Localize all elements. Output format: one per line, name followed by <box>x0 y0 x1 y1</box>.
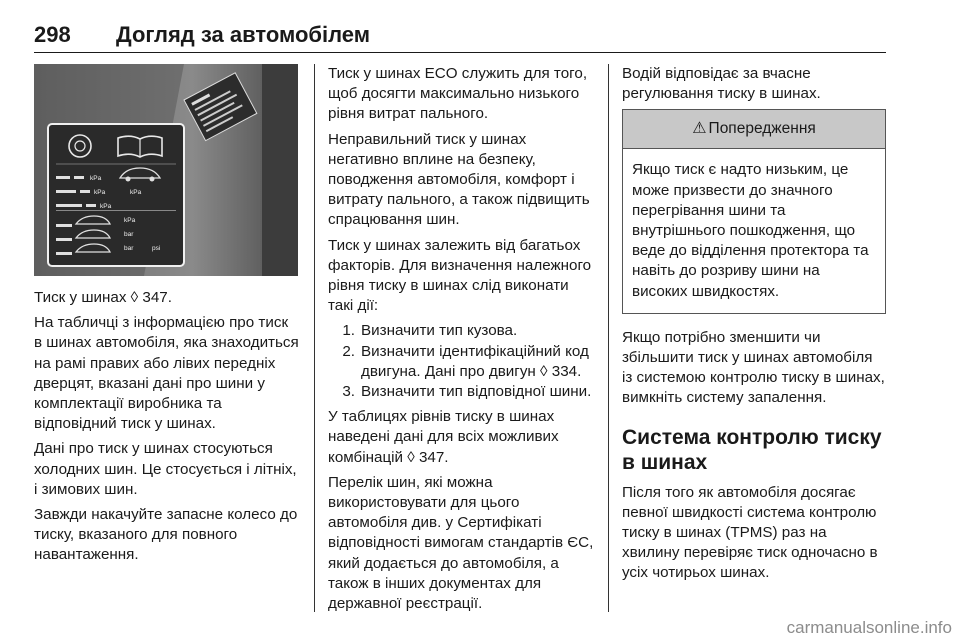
figure-label-text: kPa <box>124 217 136 224</box>
section-heading: Система контролю тиску в шинах <box>622 425 882 474</box>
page-header <box>34 22 888 52</box>
column-3 <box>622 64 886 589</box>
warning-text: Якщо тиск є надто низьким, це може призвести до значного перегрівання шини та внутрішнього пошкодження, що веде до відділення протектора та навіть до розриву шини на високих швидкостях. <box>632 161 869 300</box>
figure-label-text: kPa <box>94 189 106 196</box>
page-number: 298 <box>34 22 71 47</box>
figure-label-text: bar <box>124 245 134 252</box>
tire-pressure-label-photo <box>34 64 298 276</box>
paragraph: Тиск у шинах ◊ 347. <box>34 289 172 306</box>
paragraph: Дані про тиск у шинах стосуються холодних шин. Це стосується і літніх, і зимових шин. <box>34 440 297 498</box>
steps-list <box>328 321 594 402</box>
warning-box <box>622 109 886 313</box>
figure-label-text: kPa <box>100 203 112 210</box>
figure-label-text: psi <box>152 245 161 252</box>
figure-label-text: kPa <box>130 189 142 196</box>
chapter-title: Догляд за автомобілем <box>116 22 371 47</box>
paragraph: Після того як автомобіля досягає певної швидкості система контролю тиску в шинах (TPMS) раз на хвилину перевіряє тиск одночасно в усіх чотирьох шинах. <box>622 483 878 582</box>
paragraph: Водій відповідає за вчасне регулювання тиску в шинах. <box>622 65 821 103</box>
paragraph: У таблицях рівнів тиску в шинах наведені дані для всіх можливих комбінацій ◊ 347. <box>328 408 559 466</box>
paragraph: Якщо потрібно зменшити чи збільшити тиск у шинах автомобіля із системою контролю тиску в шинах, вимкніть систему запалення. <box>622 328 885 407</box>
figure-label-text: kPa <box>90 175 102 182</box>
paragraph: На табличці з інформацією про тиск в шинах автомобіля, яка знаходиться на рамі правих або лівих передніх дверцят, вказані дані про шини у комплектації виробника та відповідний тиск у шинах. <box>34 314 299 433</box>
paragraph: Завжди накачуйте запасне колесо до тиску, вказаного для повного навантаження. <box>34 506 298 564</box>
column-1 <box>34 64 300 571</box>
list-item: 1. Визначити тип кузова. <box>342 322 518 340</box>
header-rule <box>34 52 886 53</box>
warning-triangle-icon: ⚠ <box>692 120 707 138</box>
list-item: 3. Визначити тип відповідної шини. <box>342 383 592 401</box>
warning-title: Попередження <box>708 120 816 138</box>
paragraph: Тиск у шинах залежить від багатьох факторів. Для визначення належного рівня тиску в шинах слід виконати такі дії: <box>328 236 592 315</box>
paragraph: Тиск у шинах ECO служить для того, щоб досягти максимально низького рівня витрат пального. <box>328 65 588 123</box>
paragraph: Неправильний тиск у шинах негативно вплине на безпеку, поводження автомобіля, комфорт і витрату пального, а також підвищить спрацювання шин. <box>328 130 590 229</box>
figure-label-text: bar <box>124 231 134 238</box>
paragraph: Перелік шин, які можна використовувати для цього автомобіля див. у Сертифікаті відповідності вимогам стандартів ЄС, який додається до автомобіля, а також в інших документах для державної реєстрації. <box>328 473 594 613</box>
warning-header <box>623 110 885 149</box>
column-2 <box>328 64 594 619</box>
column-divider <box>608 64 609 612</box>
list-item: 2. Визначити ідентифікаційний код двигуна. Дані про двигун ◊ 334. <box>342 342 589 380</box>
footer-watermark: carmanualsonline.info <box>786 618 952 637</box>
column-divider <box>314 64 315 612</box>
